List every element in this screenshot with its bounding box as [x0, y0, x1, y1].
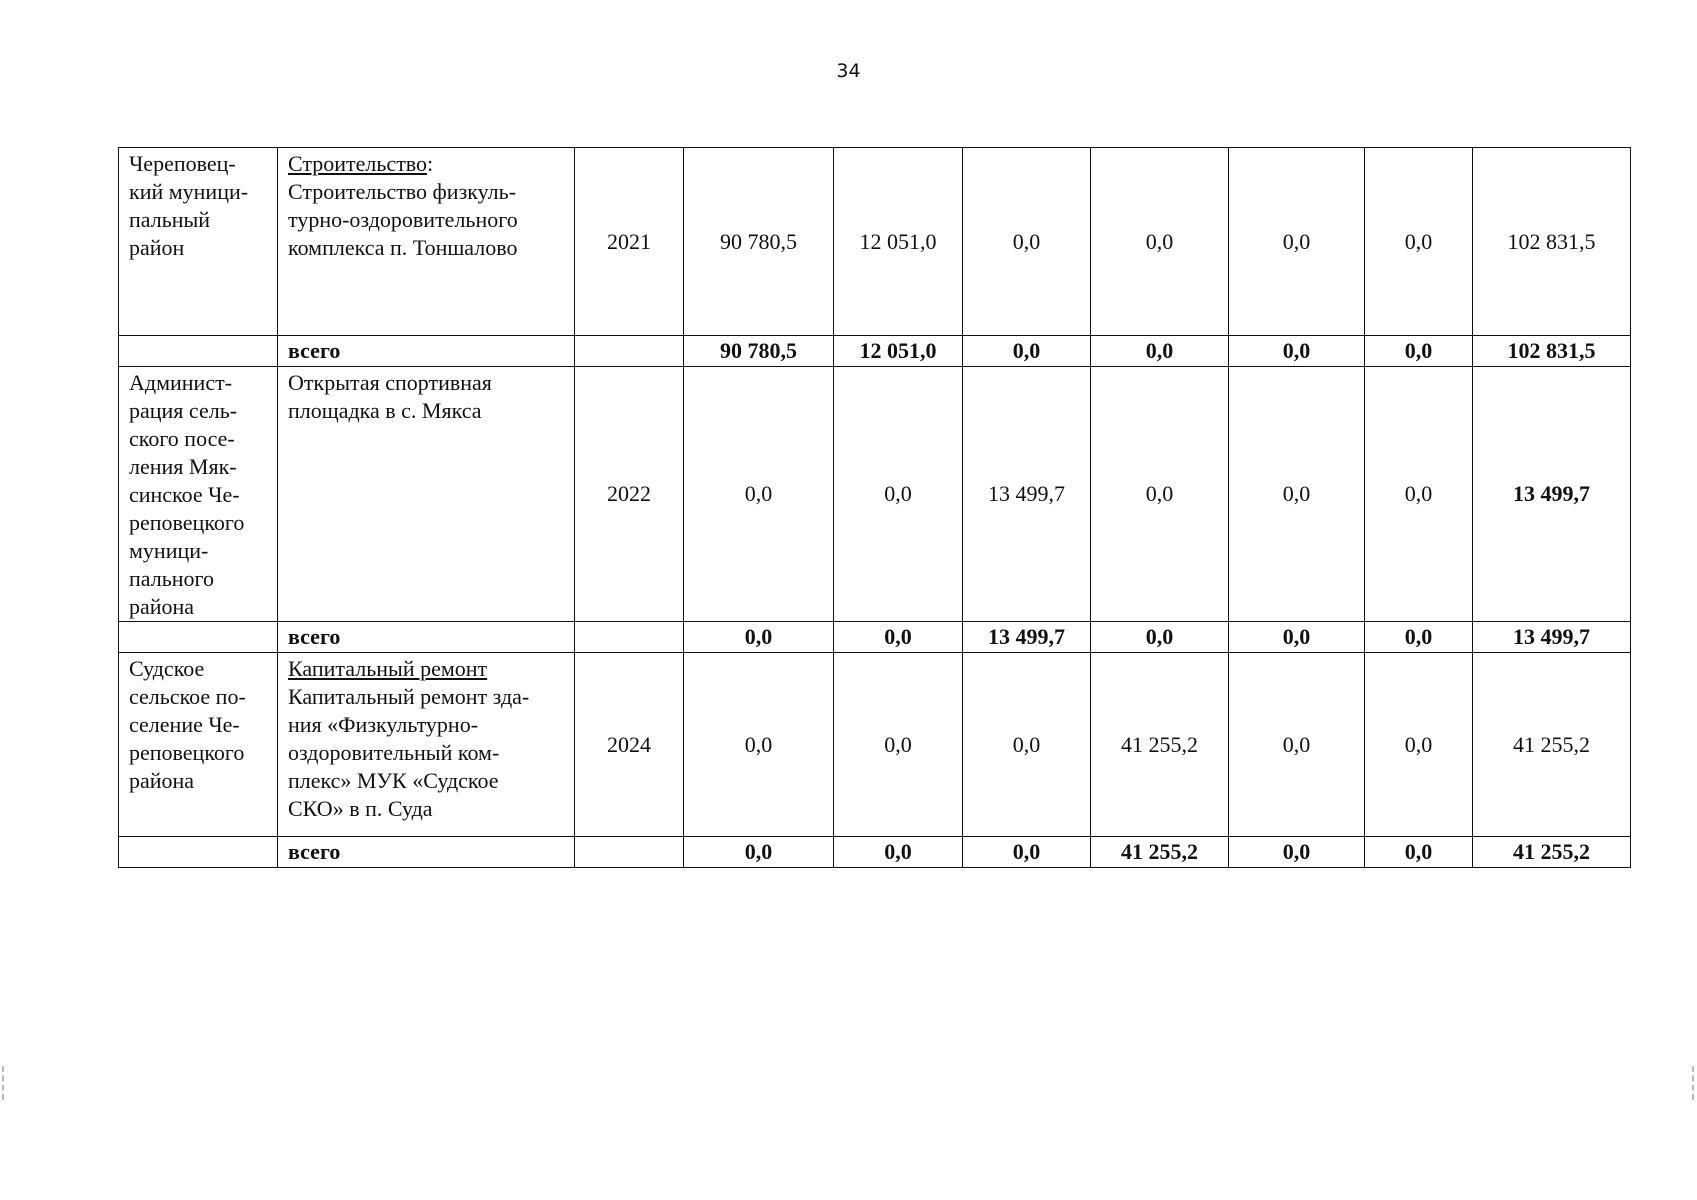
total-value-cell: 41 255,2	[1473, 653, 1631, 837]
organization-line: синское Че-	[129, 482, 240, 507]
object-cell	[278, 653, 575, 837]
scan-edge-mark-right	[1692, 1066, 1696, 1100]
object-type-suffix: :	[427, 151, 434, 176]
table-body	[119, 148, 1631, 868]
value-cell: 0,0	[684, 653, 834, 837]
subtotal-value-cell: 0,0	[1091, 336, 1229, 367]
empty-cell	[575, 336, 684, 367]
object-type-line	[288, 655, 564, 683]
organization-line: район	[129, 235, 185, 260]
object-type-label: Капитальный ремонт	[288, 656, 488, 681]
organization-line: района	[129, 768, 195, 793]
empty-cell	[575, 622, 684, 653]
object-line: Открытая спортивная	[288, 370, 492, 395]
organization-line: ления Мяк-	[129, 454, 237, 479]
subtotal-value-cell: 12 051,0	[834, 336, 963, 367]
subtotal-value-cell: 0,0	[1229, 622, 1365, 653]
subtotal-value-cell: 0,0	[834, 837, 963, 868]
value-cell: 0,0	[1229, 653, 1365, 837]
value-cell: 0,0	[1091, 148, 1229, 336]
value-cell: 0,0	[1091, 367, 1229, 622]
subtotal-value-cell: 0,0	[1229, 837, 1365, 868]
organization-line: Судское	[129, 656, 205, 681]
subtotal-value-cell: 0,0	[1365, 622, 1473, 653]
subtotal-value-cell: 0,0	[684, 622, 834, 653]
value-cell: 0,0	[963, 148, 1091, 336]
value-cell: 0,0	[1365, 148, 1473, 336]
value-cell: 0,0	[684, 367, 834, 622]
object-type-line	[288, 150, 564, 178]
object-line: ния «Физкультурно-	[288, 712, 479, 737]
object-line: СКО» в п. Суда	[288, 796, 433, 821]
organization-line: ского посе-	[129, 426, 235, 451]
empty-cell	[119, 622, 278, 653]
year-cell: 2021	[575, 148, 684, 336]
value-cell: 12 051,0	[834, 148, 963, 336]
subtotal-value-cell: 0,0	[963, 837, 1091, 868]
object-line: плекс» МУК «Судское	[288, 768, 499, 793]
object-line: площадка в с. Мякса	[288, 398, 482, 423]
subtotal-label: всего	[278, 837, 575, 868]
value-cell: 0,0	[1229, 367, 1365, 622]
value-cell: 0,0	[963, 653, 1091, 837]
value-cell: 0,0	[1229, 148, 1365, 336]
organization-cell	[119, 148, 278, 336]
year-cell: 2022	[575, 367, 684, 622]
budget-table	[118, 147, 1631, 868]
subtotal-value-cell: 0,0	[834, 622, 963, 653]
subtotal-label: всего	[278, 336, 575, 367]
object-cell	[278, 367, 575, 622]
organization-cell	[119, 653, 278, 837]
subtotal-value-cell: 13 499,7	[963, 622, 1091, 653]
total-value-cell: 13 499,7	[1473, 367, 1631, 622]
subtotal-value-cell: 41 255,2	[1091, 837, 1229, 868]
subtotal-row	[119, 837, 1631, 868]
empty-cell	[119, 336, 278, 367]
value-cell: 0,0	[1365, 367, 1473, 622]
empty-cell	[575, 837, 684, 868]
subtotal-value-cell: 0,0	[1229, 336, 1365, 367]
subtotal-row	[119, 622, 1631, 653]
value-cell: 0,0	[834, 653, 963, 837]
page-number: 34	[836, 60, 861, 82]
subtotal-value-cell: 0,0	[1365, 837, 1473, 868]
organization-line: реповецкого	[129, 510, 245, 535]
organization-line: Череповец-	[129, 151, 236, 176]
object-cell	[278, 148, 575, 336]
scan-edge-mark-left	[2, 1066, 6, 1100]
organization-line: реповецкого	[129, 740, 245, 765]
organization-line: Админист-	[129, 370, 233, 395]
year-cell: 2024	[575, 653, 684, 837]
empty-cell	[119, 837, 278, 868]
subtotal-value-cell: 41 255,2	[1473, 837, 1631, 868]
value-cell: 0,0	[834, 367, 963, 622]
value-cell: 90 780,5	[684, 148, 834, 336]
object-line: Строительство физкуль-	[288, 179, 517, 204]
subtotal-value-cell: 0,0	[963, 336, 1091, 367]
organization-line: рация сель-	[129, 398, 238, 423]
object-line: Капитальный ремонт зда-	[288, 684, 530, 709]
subtotal-value-cell: 102 831,5	[1473, 336, 1631, 367]
organization-line: пальный	[129, 207, 211, 232]
subtotal-value-cell: 0,0	[1091, 622, 1229, 653]
organization-cell	[119, 367, 278, 622]
object-line: комплекса п. Тоншалово	[288, 235, 518, 260]
table-row	[119, 653, 1631, 837]
organization-line: селение Че-	[129, 712, 240, 737]
total-value-cell: 102 831,5	[1473, 148, 1631, 336]
object-type-label: Строительство	[288, 151, 428, 176]
subtotal-value-cell: 13 499,7	[1473, 622, 1631, 653]
organization-line: сельское по-	[129, 684, 246, 709]
organization-line: пального	[129, 566, 214, 591]
subtotal-value-cell: 0,0	[684, 837, 834, 868]
object-line: турно-оздоровительного	[288, 207, 518, 232]
subtotal-value-cell: 0,0	[1365, 336, 1473, 367]
object-line: оздоровительный ком-	[288, 740, 500, 765]
value-cell: 0,0	[1365, 653, 1473, 837]
table-row	[119, 367, 1631, 622]
value-cell: 13 499,7	[963, 367, 1091, 622]
value-cell: 41 255,2	[1091, 653, 1229, 837]
subtotal-label: всего	[278, 622, 575, 653]
organization-line: муници-	[129, 538, 209, 563]
subtotal-row	[119, 336, 1631, 367]
organization-line: кий муници-	[129, 179, 249, 204]
subtotal-value-cell: 90 780,5	[684, 336, 834, 367]
organization-line: района	[129, 594, 195, 619]
table-row	[119, 148, 1631, 336]
